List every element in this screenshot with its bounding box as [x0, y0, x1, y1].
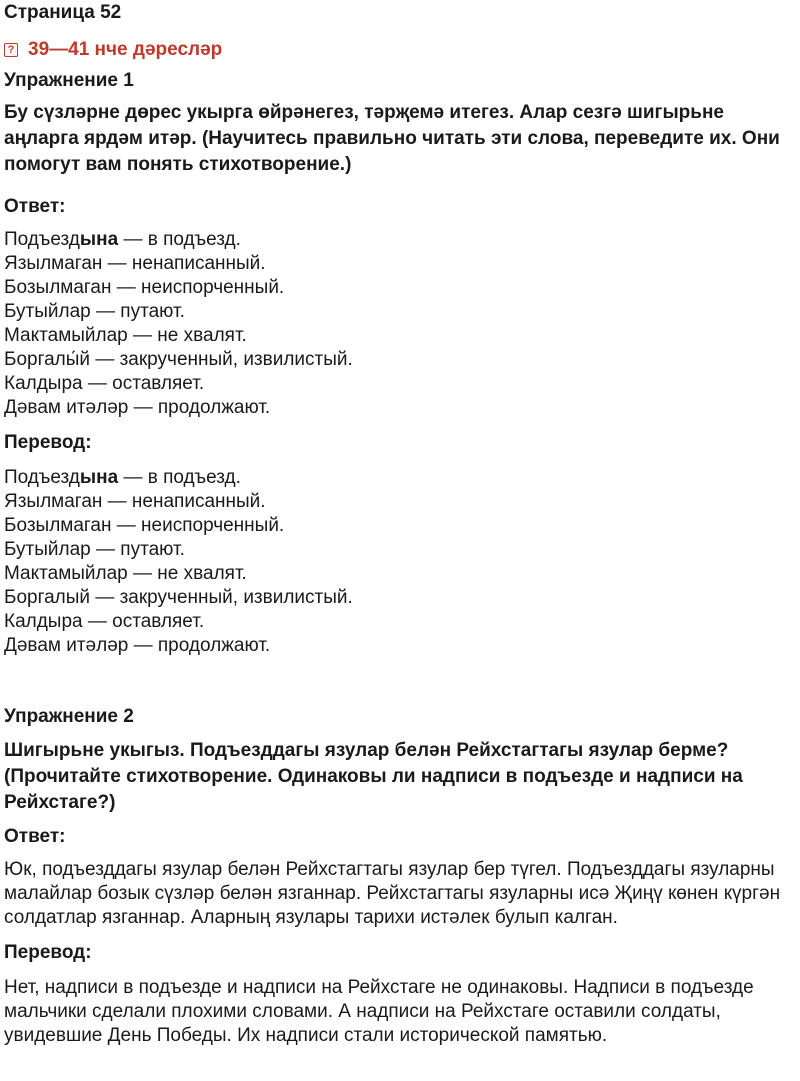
list-item: Язылмаган — ненаписанный. [4, 253, 266, 274]
question-box-icon: ? [4, 43, 18, 57]
exercise-1-answer-list [4, 228, 796, 420]
exercise-1 [4, 68, 796, 658]
list-item: Бутыйлар — путают. [4, 539, 185, 560]
exercise-1-task: Бу сүзләрне дөрес укырга өйрәнегез, тәрҗемә итегез. Алар сезгә шигырьне аңларга ярдәм итәр. (Научитесь правильно читать эти слова, переведите их. Они помогут вам понять стихотворение.) [4, 102, 780, 175]
exercise-2-translation-label: Перевод: [4, 942, 92, 963]
list-item: Калдыра — оставляет. [4, 611, 205, 632]
lesson-link-label: 39—41 нче дәресләр [28, 39, 223, 60]
list-item: Калдыра — оставляет. [4, 373, 205, 394]
exercise-2-title: Упражнение 2 [4, 706, 134, 727]
list-item: Подъездына — в подъезд. [4, 229, 241, 250]
exercise-1-translation-label: Перевод: [4, 432, 92, 453]
lesson-link[interactable] [4, 32, 796, 68]
list-item: Бутыйлар — путают. [4, 301, 185, 322]
exercise-2 [4, 704, 796, 1048]
list-item: Дәвам итәләр — продолжают. [4, 397, 271, 418]
list-item: Дәвам итәләр — продолжают. [4, 635, 271, 656]
list-item: Бозылмаган — неиспорченный. [4, 515, 285, 536]
list-item: Язылмаган — ненаписанный. [4, 491, 266, 512]
exercise-1-title: Упражнение 1 [4, 70, 134, 91]
exercise-1-translation-list [4, 466, 796, 658]
page-title: Страница 52 [4, 2, 122, 23]
list-item: Боргалы́й — закрученный, извилистый. [4, 349, 353, 370]
list-item: Мактамыйлар — не хвалят. [4, 563, 247, 584]
exercise-1-answer-label: Ответ: [4, 196, 66, 217]
list-item: Мактамыйлар — не хвалят. [4, 325, 247, 346]
exercise-2-answer-label: Ответ: [4, 826, 66, 847]
list-item: Бозылмаган — неиспорченный. [4, 277, 285, 298]
exercise-2-task: Шигырьне укыгыз. Подъезддагы язулар белән Рейхстагтагы язулар берме? (Прочитайте стихотворение. Одинаковы ли надписи в подъезде и надписи на Рейхстаге?) [4, 740, 743, 813]
exercise-2-answer-text: Юк, подъезддагы язулар белән Рейхстагтагы язулар бер түгел. Подъезддагы язуларны малайлар бозык сүзләр белән язганнар. Рейхстагтагы язуларны исә Җиңү көнен күргән солдатлар язганнар. Аларның язулары тарихи истәлек булып калган. [4, 859, 781, 928]
list-item: Боргалый — закрученный, извилистый. [4, 587, 353, 608]
list-item: Подъездына — в подъезд. [4, 467, 241, 488]
exercise-2-translation-text: Нет, надписи в подъезде и надписи на Рейхстаге не одинаковы. Надписи в подъезде мальчики сделали плохими словами. А надписи на Рейхстаге оставили солдаты, увидевшие День Победы. Их надписи стали исторической памятью. [4, 977, 754, 1046]
